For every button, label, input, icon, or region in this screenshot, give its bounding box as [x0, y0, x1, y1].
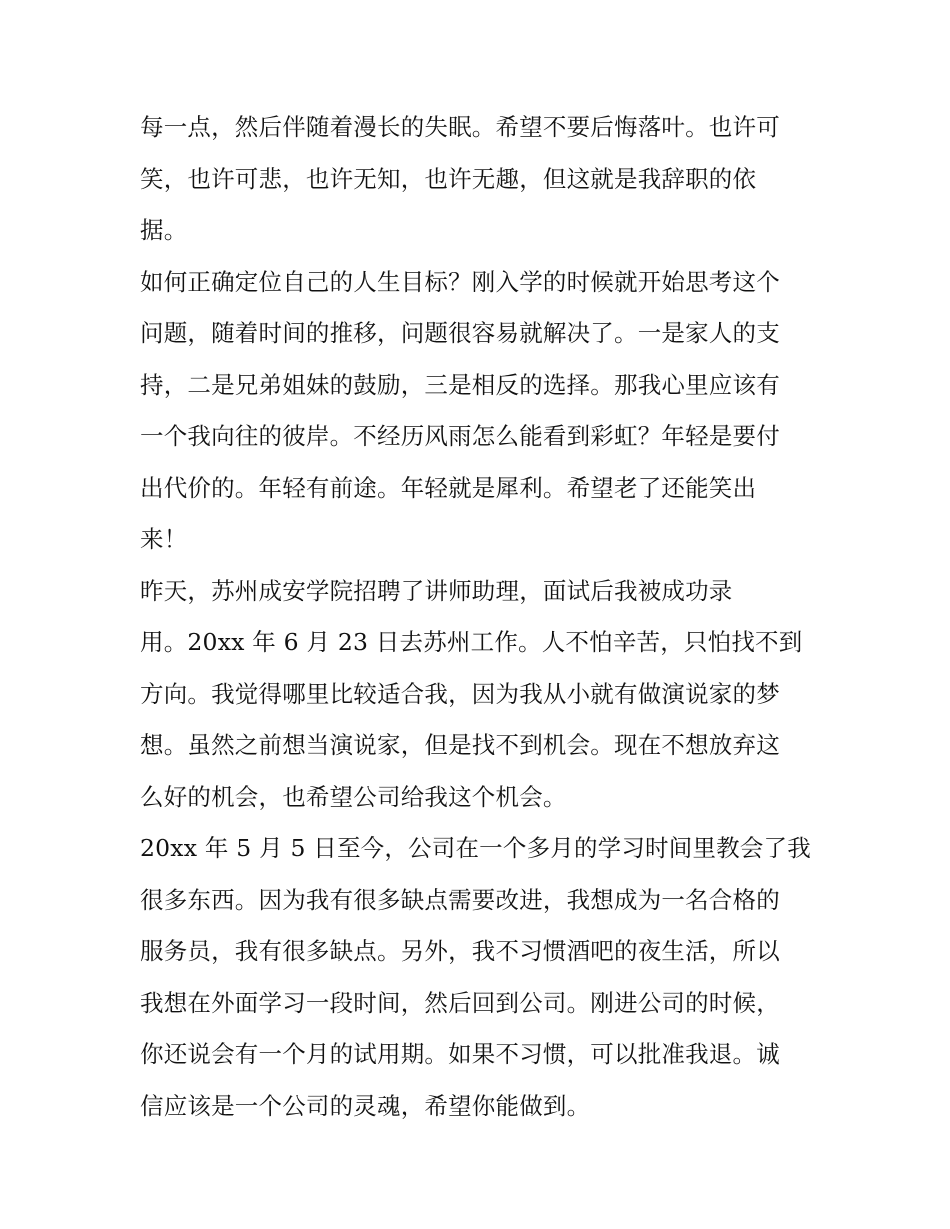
text-line: 你还说会有一个月的试用期。如果不习惯，可以批准我退。诚 — [140, 1040, 780, 1068]
text-line: 我想在外面学习一段时间，然后回到公司。刚进公司的时候， — [140, 988, 780, 1017]
text-line: 昨天，苏州成安学院招聘了讲师助理，面试后我被成功录 — [140, 576, 733, 605]
document-body — [140, 102, 812, 1132]
paragraph-life-goals — [140, 257, 812, 566]
text-line: 持，二是兄弟姐妹的鼓励，三是相反的选择。那我心里应该有 — [140, 370, 780, 399]
text-line: 来！ — [140, 525, 188, 553]
text-line: 如何正确定位自己的人生目标？刚入学的时候就开始思考这个 — [140, 267, 780, 296]
text-line: 出代价的。年轻有前途。年轻就是犀利。希望老了还能笑出 — [140, 473, 757, 502]
text-line: 据。 — [140, 216, 188, 244]
paragraph-resignation-reason — [140, 102, 812, 257]
text-line: 么好的机会，也希望公司给我这个机会。 — [140, 782, 567, 811]
text-line: 问题，随着时间的推移，问题很容易就解决了。一是家人的支 — [140, 319, 780, 347]
text-line: 用。20xx 年 6 月 23 日去苏州工作。人不怕辛苦，只怕找不到 — [140, 628, 803, 656]
paragraph-company-experience — [140, 823, 812, 1132]
text-line: 每一点，然后伴随着漫长的失眠。希望不要后悔落叶。也许可 — [140, 113, 780, 141]
text-line: 方向。我觉得哪里比较适合我，因为我从小就有做演说家的梦 — [140, 679, 780, 708]
text-line: 笑，也许可悲，也许无知，也许无趣，但这就是我辞职的依 — [140, 164, 757, 193]
text-line: 20xx 年 5 月 5 日至今，公司在一个多月的学习时间里教会了我 — [140, 834, 811, 862]
text-line: 服务员，我有很多缺点。另外，我不习惯酒吧的夜生活，所以 — [140, 937, 780, 965]
text-line: 很多东西。因为我有很多缺点需要改进，我想成为一名合格的 — [140, 885, 780, 914]
text-line: 一个我向往的彼岸。不经历风雨怎么能看到彩虹？年轻是要付 — [140, 422, 780, 450]
text-line: 想。虽然之前想当演说家，但是找不到机会。现在不想放弃这 — [140, 731, 780, 759]
paragraph-new-job — [140, 566, 812, 824]
text-line: 信应该是一个公司的灵魂，希望你能做到。 — [140, 1091, 591, 1120]
